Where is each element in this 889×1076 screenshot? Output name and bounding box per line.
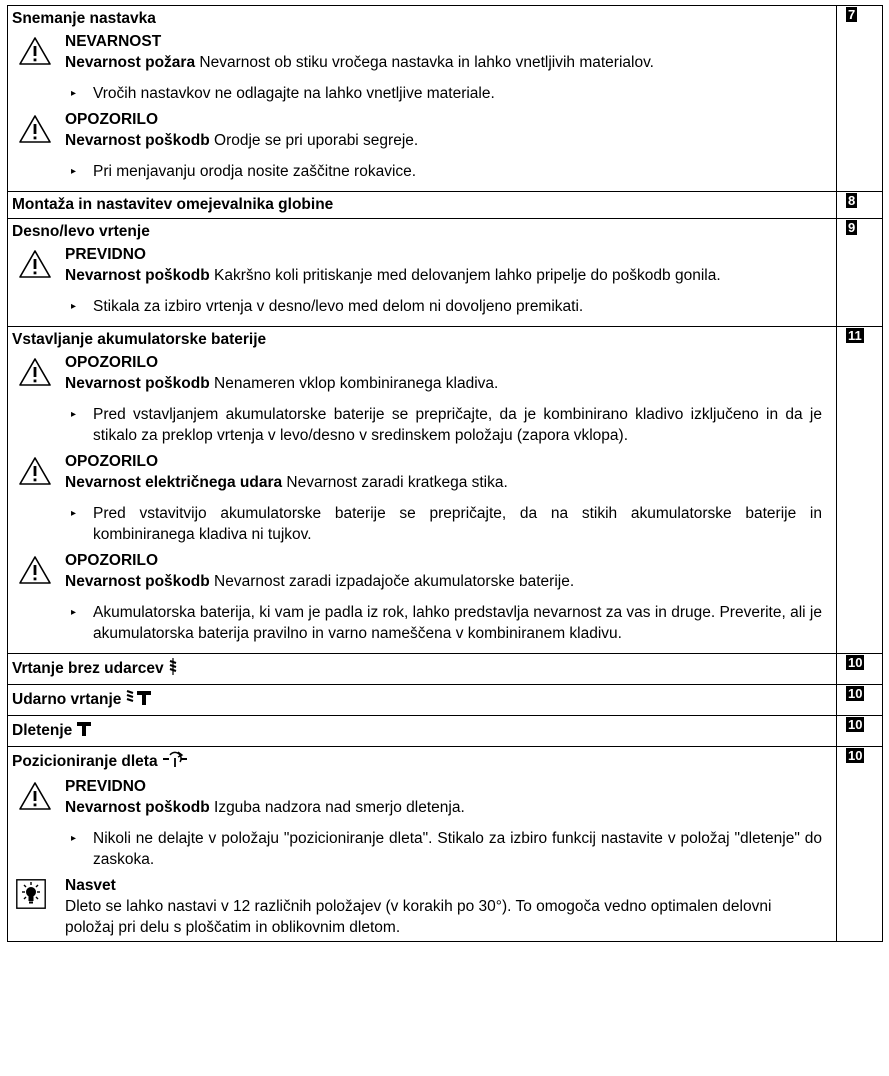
safety-measure bbox=[65, 503, 822, 545]
hazard-type: Nevarnost poškodb bbox=[65, 573, 210, 590]
section-title bbox=[8, 6, 836, 32]
section-content bbox=[8, 654, 837, 685]
drill-icon bbox=[168, 658, 178, 680]
hazard-description bbox=[65, 797, 822, 818]
hazard-type: Nevarnost poškodb bbox=[65, 375, 210, 392]
bullet-arrow-icon: ▸ bbox=[71, 88, 77, 99]
warning-triangle-icon bbox=[18, 114, 52, 144]
safety-measure bbox=[65, 83, 822, 104]
signal-word: OPOZORILO bbox=[65, 354, 158, 371]
section-row bbox=[8, 747, 883, 942]
warning-triangle-icon bbox=[18, 555, 52, 585]
section-title-text: Pozicioniranje dleta bbox=[12, 753, 158, 770]
figure-number-badge: 10 bbox=[848, 655, 863, 670]
section-content bbox=[8, 219, 837, 327]
chisel-position-icon bbox=[162, 751, 188, 773]
bullet-arrow-icon: ▸ bbox=[71, 301, 77, 312]
warning-triangle-icon bbox=[18, 456, 52, 486]
section-title-text: Desno/levo vrtenje bbox=[12, 223, 150, 240]
figure-ref-cell bbox=[837, 685, 883, 716]
signal-word: OPOZORILO bbox=[65, 552, 158, 569]
tip-text: Dleto se lahko nastavi v 12 različnih položajev (v korakih po 30°). To omogoča vedno optimalen delovni položaj pri delu s ploščatim in oblikovnim dletom. bbox=[65, 898, 772, 936]
bullet-arrow-icon: ▸ bbox=[71, 607, 77, 618]
figure-number-badge: 7 bbox=[848, 7, 856, 22]
section-content bbox=[8, 192, 837, 219]
hazard-description bbox=[65, 265, 822, 286]
figure-number-badge: 10 bbox=[848, 686, 863, 701]
warning-triangle-icon bbox=[18, 36, 52, 66]
safety-measure bbox=[65, 404, 822, 446]
warning-block bbox=[8, 32, 836, 104]
section-row bbox=[8, 685, 883, 716]
instruction-table bbox=[7, 5, 883, 942]
safety-measure bbox=[65, 602, 822, 644]
warning-block bbox=[8, 452, 836, 545]
tip-block bbox=[8, 876, 836, 938]
section-body bbox=[8, 245, 836, 326]
figure-number-badge: 11 bbox=[848, 328, 862, 343]
section-title bbox=[8, 747, 836, 777]
hazard-consequence: Orodje se pri uporabi segreje. bbox=[209, 132, 419, 149]
safety-measure-text: Stikala za izbiro vrtenja v desno/levo med delom ni dovoljeno premikati. bbox=[93, 298, 584, 315]
hazard-consequence: Izguba nadzora nad smerjo dletenja. bbox=[209, 799, 465, 816]
hazard-description bbox=[65, 130, 822, 151]
safety-measure-text: Nikoli ne delajte v položaju "pozicioniranje dleta". Stikalo za izbiro funkcij nastavite v položaj "dletenje" do zaskoka. bbox=[93, 830, 822, 868]
safety-measure-text: Pred vstavljanjem akumulatorske baterije se prepričajte, da je kombinirano kladivo izključeno in da je stikalo za preklop vrtenja v levo/desno v sredinskem položaju (zapora vklopa). bbox=[93, 406, 822, 444]
safety-measure bbox=[65, 828, 822, 870]
figure-ref-cell bbox=[837, 716, 883, 747]
hazard-type: Nevarnost poškodb bbox=[65, 799, 210, 816]
hazard-consequence: Kakršno koli pritiskanje med delovanjem lahko pripelje do poškodb gonila. bbox=[209, 267, 721, 284]
safety-measure-text: Pred vstavitvijo akumulatorske baterije se prepričajte, da na stikih akumulatorske baterije in kombiniranega kladiva ni tujkov. bbox=[93, 505, 822, 543]
warning-triangle-icon bbox=[18, 357, 52, 387]
signal-word: OPOZORILO bbox=[65, 453, 158, 470]
signal-word: NEVARNOST bbox=[65, 33, 162, 50]
bullet-arrow-icon: ▸ bbox=[71, 508, 77, 519]
section-title bbox=[8, 219, 836, 245]
figure-number-badge: 10 bbox=[848, 717, 863, 732]
safety-measure-text: Vročih nastavkov ne odlagajte na lahko vnetljive materiale. bbox=[93, 85, 495, 102]
section-row bbox=[8, 6, 883, 192]
figure-number-badge: 8 bbox=[848, 193, 856, 208]
section-row bbox=[8, 327, 883, 654]
hazard-consequence: Nevarnost zaradi kratkega stika. bbox=[282, 474, 508, 491]
lightbulb-tip-icon bbox=[16, 879, 46, 909]
hazard-description bbox=[65, 571, 822, 592]
figure-ref-cell bbox=[837, 192, 883, 219]
section-title-text: Vrtanje brez udarcev bbox=[12, 660, 164, 677]
section-title bbox=[8, 716, 836, 746]
chisel-icon bbox=[76, 720, 92, 742]
warning-triangle-icon bbox=[18, 781, 52, 811]
warning-block bbox=[8, 245, 836, 317]
figure-ref-cell bbox=[837, 654, 883, 685]
section-body bbox=[8, 777, 836, 941]
section-title bbox=[8, 327, 836, 353]
figure-number-badge: 9 bbox=[848, 220, 856, 235]
section-row bbox=[8, 654, 883, 685]
section-title-text: Snemanje nastavka bbox=[12, 10, 156, 27]
section-content bbox=[8, 6, 837, 192]
section-content bbox=[8, 685, 837, 716]
section-content bbox=[8, 747, 837, 942]
figure-ref-cell bbox=[837, 219, 883, 327]
signal-word: PREVIDNO bbox=[65, 778, 146, 795]
safety-measure bbox=[65, 161, 822, 182]
hazard-type: Nevarnost požara bbox=[65, 54, 196, 71]
warning-block bbox=[8, 353, 836, 446]
warning-triangle-icon bbox=[18, 249, 52, 279]
hazard-type: Nevarnost električnega udara bbox=[65, 474, 283, 491]
hammer-drill-icon bbox=[125, 689, 153, 711]
figure-ref-cell bbox=[837, 6, 883, 192]
hazard-consequence: Nevarnost zaradi izpadajoče akumulatorske baterije. bbox=[209, 573, 575, 590]
hazard-consequence: Nenameren vklop kombiniranega kladiva. bbox=[209, 375, 499, 392]
figure-number-badge: 10 bbox=[848, 748, 863, 763]
hazard-description bbox=[65, 52, 822, 73]
section-row bbox=[8, 219, 883, 327]
section-row bbox=[8, 192, 883, 219]
signal-word: OPOZORILO bbox=[65, 111, 158, 128]
section-title-text: Montaža in nastavitev omejevalnika globine bbox=[12, 196, 334, 213]
warning-block bbox=[8, 551, 836, 644]
safety-measure-text: Pri menjavanju orodja nosite zaščitne rokavice. bbox=[93, 163, 417, 180]
section-title-text: Dletenje bbox=[12, 722, 73, 739]
section-title bbox=[8, 685, 836, 715]
figure-ref-cell bbox=[837, 327, 883, 654]
warning-block bbox=[8, 777, 836, 870]
bullet-arrow-icon: ▸ bbox=[71, 833, 77, 844]
signal-word: PREVIDNO bbox=[65, 246, 146, 263]
bullet-arrow-icon: ▸ bbox=[71, 409, 77, 420]
hazard-type: Nevarnost poškodb bbox=[65, 267, 210, 284]
bullet-arrow-icon: ▸ bbox=[71, 166, 77, 177]
figure-ref-cell bbox=[837, 747, 883, 942]
hazard-description bbox=[65, 472, 822, 493]
safety-measure bbox=[65, 296, 822, 317]
hazard-type: Nevarnost poškodb bbox=[65, 132, 210, 149]
hazard-consequence: Nevarnost ob stiku vročega nastavka in lahko vnetljivih materialov. bbox=[195, 54, 654, 71]
section-title bbox=[8, 192, 836, 218]
safety-measure-text: Akumulatorska baterija, ki vam je padla iz rok, lahko predstavlja nevarnost za vas in druge. Preverite, ali je akumulatorska baterija pravilno in varno nameščena v kombiniranem kladivu. bbox=[93, 604, 822, 642]
section-content bbox=[8, 716, 837, 747]
tip-heading: Nasvet bbox=[65, 877, 116, 894]
warning-block bbox=[8, 110, 836, 182]
section-title-text: Udarno vrtanje bbox=[12, 691, 122, 708]
section-row bbox=[8, 716, 883, 747]
section-body bbox=[8, 32, 836, 191]
hazard-description bbox=[65, 373, 822, 394]
section-content bbox=[8, 327, 837, 654]
section-title-text: Vstavljanje akumulatorske baterije bbox=[12, 331, 267, 348]
section-title bbox=[8, 654, 836, 684]
section-body bbox=[8, 353, 836, 653]
